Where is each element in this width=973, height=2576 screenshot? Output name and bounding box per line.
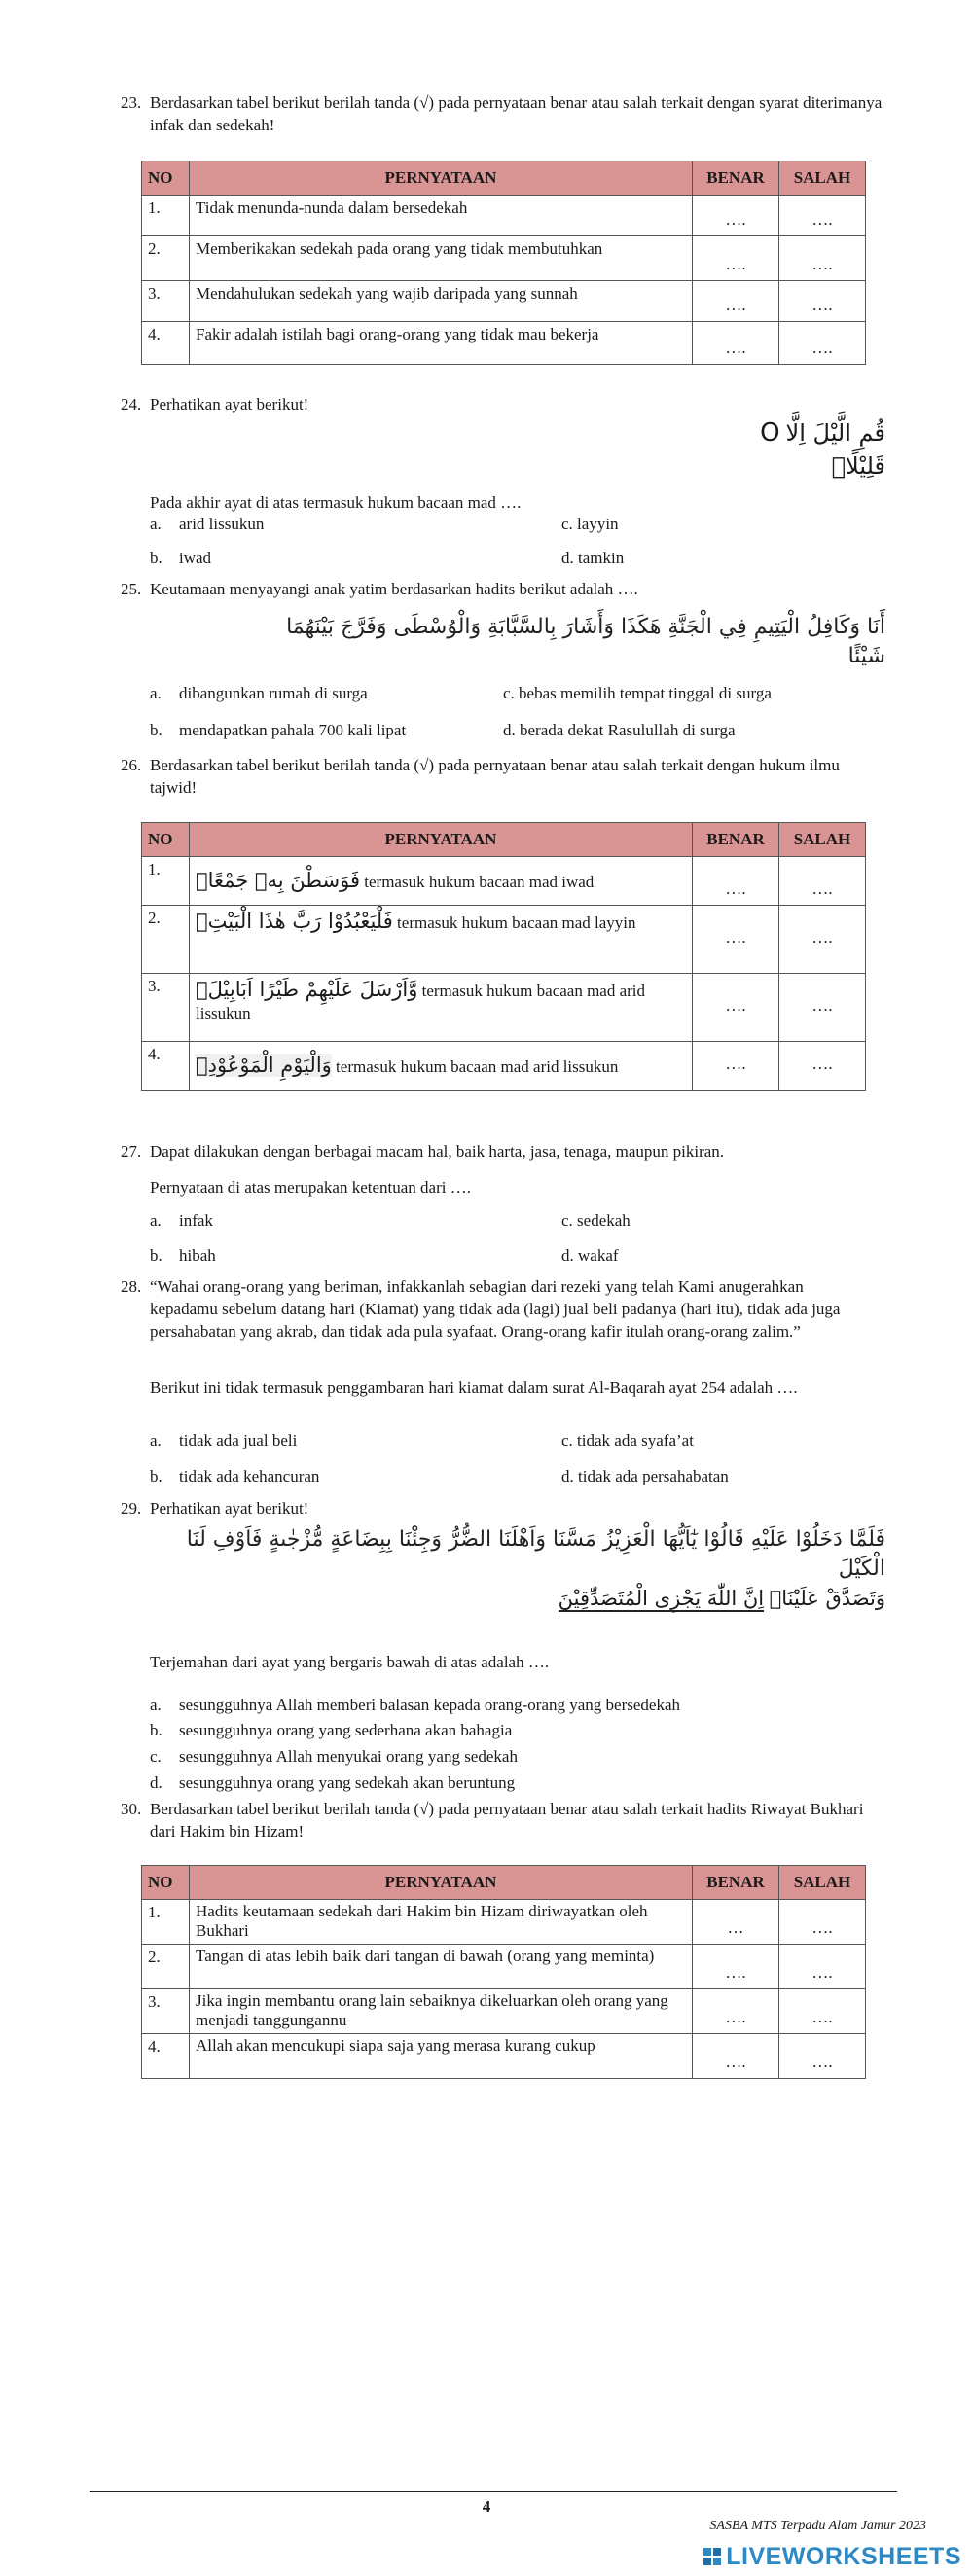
table-row <box>142 281 866 322</box>
institution-label: SASBA MTS Terpadu Alam Jamur 2023 <box>709 2519 926 2533</box>
q29-text: Perhatikan ayat berikut! <box>150 1499 309 1518</box>
row-statement: Jika ingin membantu orang lain sebaiknya dikeluarkan oleh orang yang menjadi tanggungannu <box>190 1989 693 2034</box>
q25-number: 25. <box>121 580 142 598</box>
q29-ayat-underlined: اِنَّ اللّٰهَ يَجْزِى الْمُتَصَدِّقِيْنَ <box>558 1587 765 1610</box>
q29-option-b[interactable]: b. sesungguhnya orang yang sederhana akan bahagia <box>150 1721 513 1739</box>
q26-header-pernyataan: PERNYATAAN <box>190 823 693 857</box>
q27-option-d[interactable]: d. wakaf <box>561 1246 619 1265</box>
q28-option-b[interactable]: b. tidak ada kehancuran <box>150 1467 320 1485</box>
row-text: termasuk hukum bacaan mad iwad <box>364 873 595 892</box>
row-no: 3. <box>142 1989 190 2034</box>
salah-answer-cell[interactable]: …. <box>779 906 866 974</box>
benar-answer-cell[interactable]: …. <box>693 857 779 906</box>
q23-text: Berdasarkan tabel berikut berilah tanda (√) pada pernyataan benar atau salah terkait dengan syarat diterimanya infak dan sedekah! <box>150 93 883 134</box>
q27-text: Dapat dilakukan dengan berbagai macam hal, baik harta, jasa, tenaga, maupun pikiran. <box>150 1142 725 1161</box>
q30-table <box>141 1865 866 2079</box>
q28-option-d[interactable]: d. tidak ada persahabatan <box>561 1467 729 1485</box>
table-row <box>142 236 866 281</box>
q30-number: 30. <box>121 1800 142 1818</box>
row-arabic: وَالْيَوْمِ الْمَوْعُوْدِۙ <box>196 1054 332 1078</box>
benar-answer-cell[interactable]: …. <box>693 1042 779 1091</box>
q25-option-b[interactable]: b. mendapatkan pahala 700 kali lipat <box>150 721 407 739</box>
q23-header-pernyataan: PERNYATAAN <box>190 161 693 196</box>
benar-answer-cell[interactable]: …. <box>693 1989 779 2034</box>
q27-option-b[interactable]: b. hibah <box>150 1246 216 1265</box>
benar-answer-cell[interactable]: … <box>693 1900 779 1945</box>
q29-option-d[interactable]: d. sesungguhnya orang yang sedekah akan beruntung <box>150 1773 516 1792</box>
row-statement <box>190 857 693 906</box>
salah-answer-cell[interactable]: …. <box>779 281 866 322</box>
benar-answer-cell[interactable]: …. <box>693 906 779 974</box>
table-row <box>142 1989 866 2034</box>
row-no: 3. <box>142 281 190 322</box>
q24-option-d[interactable]: d. tamkin <box>561 549 625 567</box>
row-statement <box>190 1042 693 1091</box>
q28-option-c[interactable]: c. tidak ada syafa’at <box>561 1431 694 1449</box>
q27-option-a[interactable]: a. infak <box>150 1211 213 1230</box>
q26-header-benar: BENAR <box>693 823 779 857</box>
row-statement: Memberikakan sedekah pada orang yang tidak membutuhkan <box>190 236 693 281</box>
q25-option-d[interactable]: d. berada dekat Rasulullah di surga <box>503 721 736 739</box>
q30-header-salah: SALAH <box>779 1866 866 1900</box>
q24-text: Perhatikan ayat berikut! <box>150 395 309 413</box>
q29-ayat-line1: فَلَمَّا دَخَلُوْا عَلَيْهِ قَالُوْا يٰٓاَيُّهَا الْعَزِيْزُ مَسَّنَا وَاَهْلَنَا الضُّرُّ وَجِئْنَا بِبِضَاعَةٍ مُّزْجٰىةٍ فَاَوْفِ لَنَا الْكَيْلَ <box>186 1527 885 1581</box>
liveworksheets-icon <box>703 2547 722 2566</box>
brand-text: LIVEWORKSHEETS <box>726 2543 961 2570</box>
benar-answer-cell[interactable]: …. <box>693 196 779 236</box>
salah-answer-cell[interactable]: …. <box>779 1989 866 2034</box>
ayat-end-marker: O <box>760 418 780 447</box>
q29-question: Terjemahan dari ayat yang bergaris bawah di atas adalah …. <box>150 1653 550 1671</box>
q23-header-salah: SALAH <box>779 161 866 196</box>
row-no: 3. <box>142 974 190 1042</box>
q25-option-c[interactable]: c. bebas memilih tempat tinggal di surga <box>503 684 772 702</box>
row-text: termasuk hukum bacaan mad layyin <box>397 913 636 932</box>
q28-option-a[interactable]: a. tidak ada jual beli <box>150 1431 298 1449</box>
q26-text: Berdasarkan tabel berikut berilah tanda (√) pada pernyataan benar atau salah terkait dengan hukum ilmu tajwid! <box>150 756 840 797</box>
row-arabic: وَّاَرْسَلَ عَلَيْهِمْ طَيْرًا اَبَابِيْلَۙ <box>196 978 418 1001</box>
q25-hadits: أَنَا وَكَافِلُ الْيَتِيمِ فِي الْجَنَّةِ هَكَذَا وَأَشَارَ بِالسَّبَّابَةِ وَالْوُسْطَى وَفَرَّجَ بَيْنَهُمَا شَيْئًا <box>286 615 885 668</box>
q29-ayat-line2 <box>389 1584 885 1613</box>
row-statement: Fakir adalah istilah bagi orang-orang yang tidak mau bekerja <box>190 322 693 365</box>
q30-header-pernyataan: PERNYATAAN <box>190 1866 693 1900</box>
q29-number: 29. <box>121 1499 142 1518</box>
q24-question: Pada akhir ayat di atas termasuk hukum bacaan mad …. <box>150 493 522 512</box>
salah-answer-cell[interactable]: …. <box>779 1042 866 1091</box>
salah-answer-cell[interactable]: …. <box>779 857 866 906</box>
q24-option-c[interactable]: c. layyin <box>561 515 619 533</box>
row-no: 2. <box>142 1945 190 1989</box>
salah-answer-cell[interactable]: …. <box>779 1945 866 1989</box>
benar-answer-cell[interactable]: …. <box>693 281 779 322</box>
q30-header-benar: BENAR <box>693 1866 779 1900</box>
row-statement: Allah akan mencukupi siapa saja yang merasa kurang cukup <box>190 2034 693 2079</box>
row-arabic: فَلْيَعْبُدُوْا رَبَّ هٰذَا الْبَيْتِۙ <box>196 910 393 933</box>
row-statement: Hadits keutamaan sedekah dari Hakim bin Hizam diriwayatkan oleh Bukhari <box>190 1900 693 1945</box>
benar-answer-cell[interactable]: …. <box>693 2034 779 2079</box>
row-statement: Mendahulukan sedekah yang wajib daripada yang sunnah <box>190 281 693 322</box>
q26-table <box>141 822 866 1091</box>
table-row <box>142 322 866 365</box>
salah-answer-cell[interactable]: …. <box>779 974 866 1042</box>
q29-ayat-line2-plain: وَتَصَدَّقْ عَلَيْنَاۗ <box>769 1587 885 1610</box>
liveworksheets-logo[interactable] <box>703 2541 961 2574</box>
row-text: termasuk hukum bacaan mad arid lissukun <box>336 1057 619 1077</box>
salah-answer-cell[interactable]: …. <box>779 2034 866 2079</box>
table-row <box>142 1042 866 1091</box>
table-row <box>142 906 866 974</box>
q27-question: Pernyataan di atas merupakan ketentuan dari …. <box>150 1178 471 1197</box>
row-text: termasuk hukum bacaan mad arid lissukun <box>196 982 646 1023</box>
row-no: 2. <box>142 906 190 974</box>
table-row <box>142 974 866 1042</box>
row-statement: Tidak menunda-nunda dalam bersedekah <box>190 196 693 236</box>
q24-ayat-text: قُمِ الَّيْلَ اِلَّا قَلِيْلًاۙ <box>785 419 885 481</box>
q28-question: Berikut ini tidak termasuk penggambaran hari kiamat dalam surat Al-Baqarah ayat 254 adalah …. <box>150 1378 798 1397</box>
row-statement: Tangan di atas lebih baik dari tangan di bawah (orang yang meminta) <box>190 1945 693 1989</box>
q25-text: Keutamaan menyayangi anak yatim berdasarkan hadits berikut adalah …. <box>150 580 638 598</box>
q26-header-no: NO <box>142 823 190 857</box>
q24-option-a[interactable]: a. arid lissukun <box>150 515 265 533</box>
row-statement <box>190 906 693 974</box>
table-row <box>142 1945 866 1989</box>
benar-answer-cell[interactable]: …. <box>693 974 779 1042</box>
row-no: 2. <box>142 236 190 281</box>
row-no: 1. <box>142 857 190 906</box>
benar-answer-cell[interactable]: …. <box>693 236 779 281</box>
q23-number: 23. <box>121 93 142 112</box>
row-no: 1. <box>142 1900 190 1945</box>
q28-quote: “Wahai orang-orang yang beriman, infakkanlah sebagian dari rezeki yang telah Kami anugerahkan kepadamu sebelum datang hari (Kiamat) yang tidak ada (lagi) jual beli padanya (hari itu), tidak ada juga persahabatan yang akrab, dan tidak ada pula syafaat. Orang-orang kafir itulah orang-orang zalim.” <box>150 1277 841 1341</box>
table-row <box>142 1900 866 1945</box>
q26-header-salah: SALAH <box>779 823 866 857</box>
table-row <box>142 196 866 236</box>
q24-number: 24. <box>121 395 142 413</box>
q29-option-a[interactable]: a. sesungguhnya Allah memberi balasan kepada orang-orang yang bersedekah <box>150 1696 681 1714</box>
salah-answer-cell[interactable]: …. <box>779 1900 866 1945</box>
table-row <box>142 2034 866 2079</box>
benar-answer-cell[interactable]: …. <box>693 322 779 365</box>
salah-answer-cell[interactable]: …. <box>779 196 866 236</box>
salah-answer-cell[interactable]: …. <box>779 322 866 365</box>
row-statement <box>190 974 693 1042</box>
row-no: 4. <box>142 322 190 365</box>
q27-option-c[interactable]: c. sedekah <box>561 1211 631 1230</box>
table-row <box>142 857 866 906</box>
q29-option-c[interactable]: c. sesungguhnya Allah menyukai orang yang sedekah <box>150 1747 518 1766</box>
q28-number: 28. <box>121 1277 142 1296</box>
q24-option-b[interactable]: b. iwad <box>150 549 212 567</box>
q26-number: 26. <box>121 756 142 774</box>
footer-divider <box>90 2491 897 2492</box>
page-number: 4 <box>482 2497 491 2516</box>
q24-ayat <box>710 416 885 483</box>
row-no: 4. <box>142 1042 190 1091</box>
q23-header-benar: BENAR <box>693 161 779 196</box>
row-no: 1. <box>142 196 190 236</box>
row-no: 4. <box>142 2034 190 2079</box>
q23-table <box>141 161 866 365</box>
q27-number: 27. <box>121 1142 142 1161</box>
q25-option-a[interactable]: a. dibangunkan rumah di surga <box>150 684 368 702</box>
row-arabic: فَوَسَطْنَ بِهٖ جَمْعًاۙ <box>196 869 361 893</box>
benar-answer-cell[interactable]: …. <box>693 1945 779 1989</box>
q30-header-no: NO <box>142 1866 190 1900</box>
q23-header-no: NO <box>142 161 190 196</box>
salah-answer-cell[interactable]: …. <box>779 236 866 281</box>
q30-text: Berdasarkan tabel berikut berilah tanda (√) pada pernyataan benar atau salah terkait hadits Riwayat Bukhari dari Hakim bin Hizam! <box>150 1800 864 1841</box>
